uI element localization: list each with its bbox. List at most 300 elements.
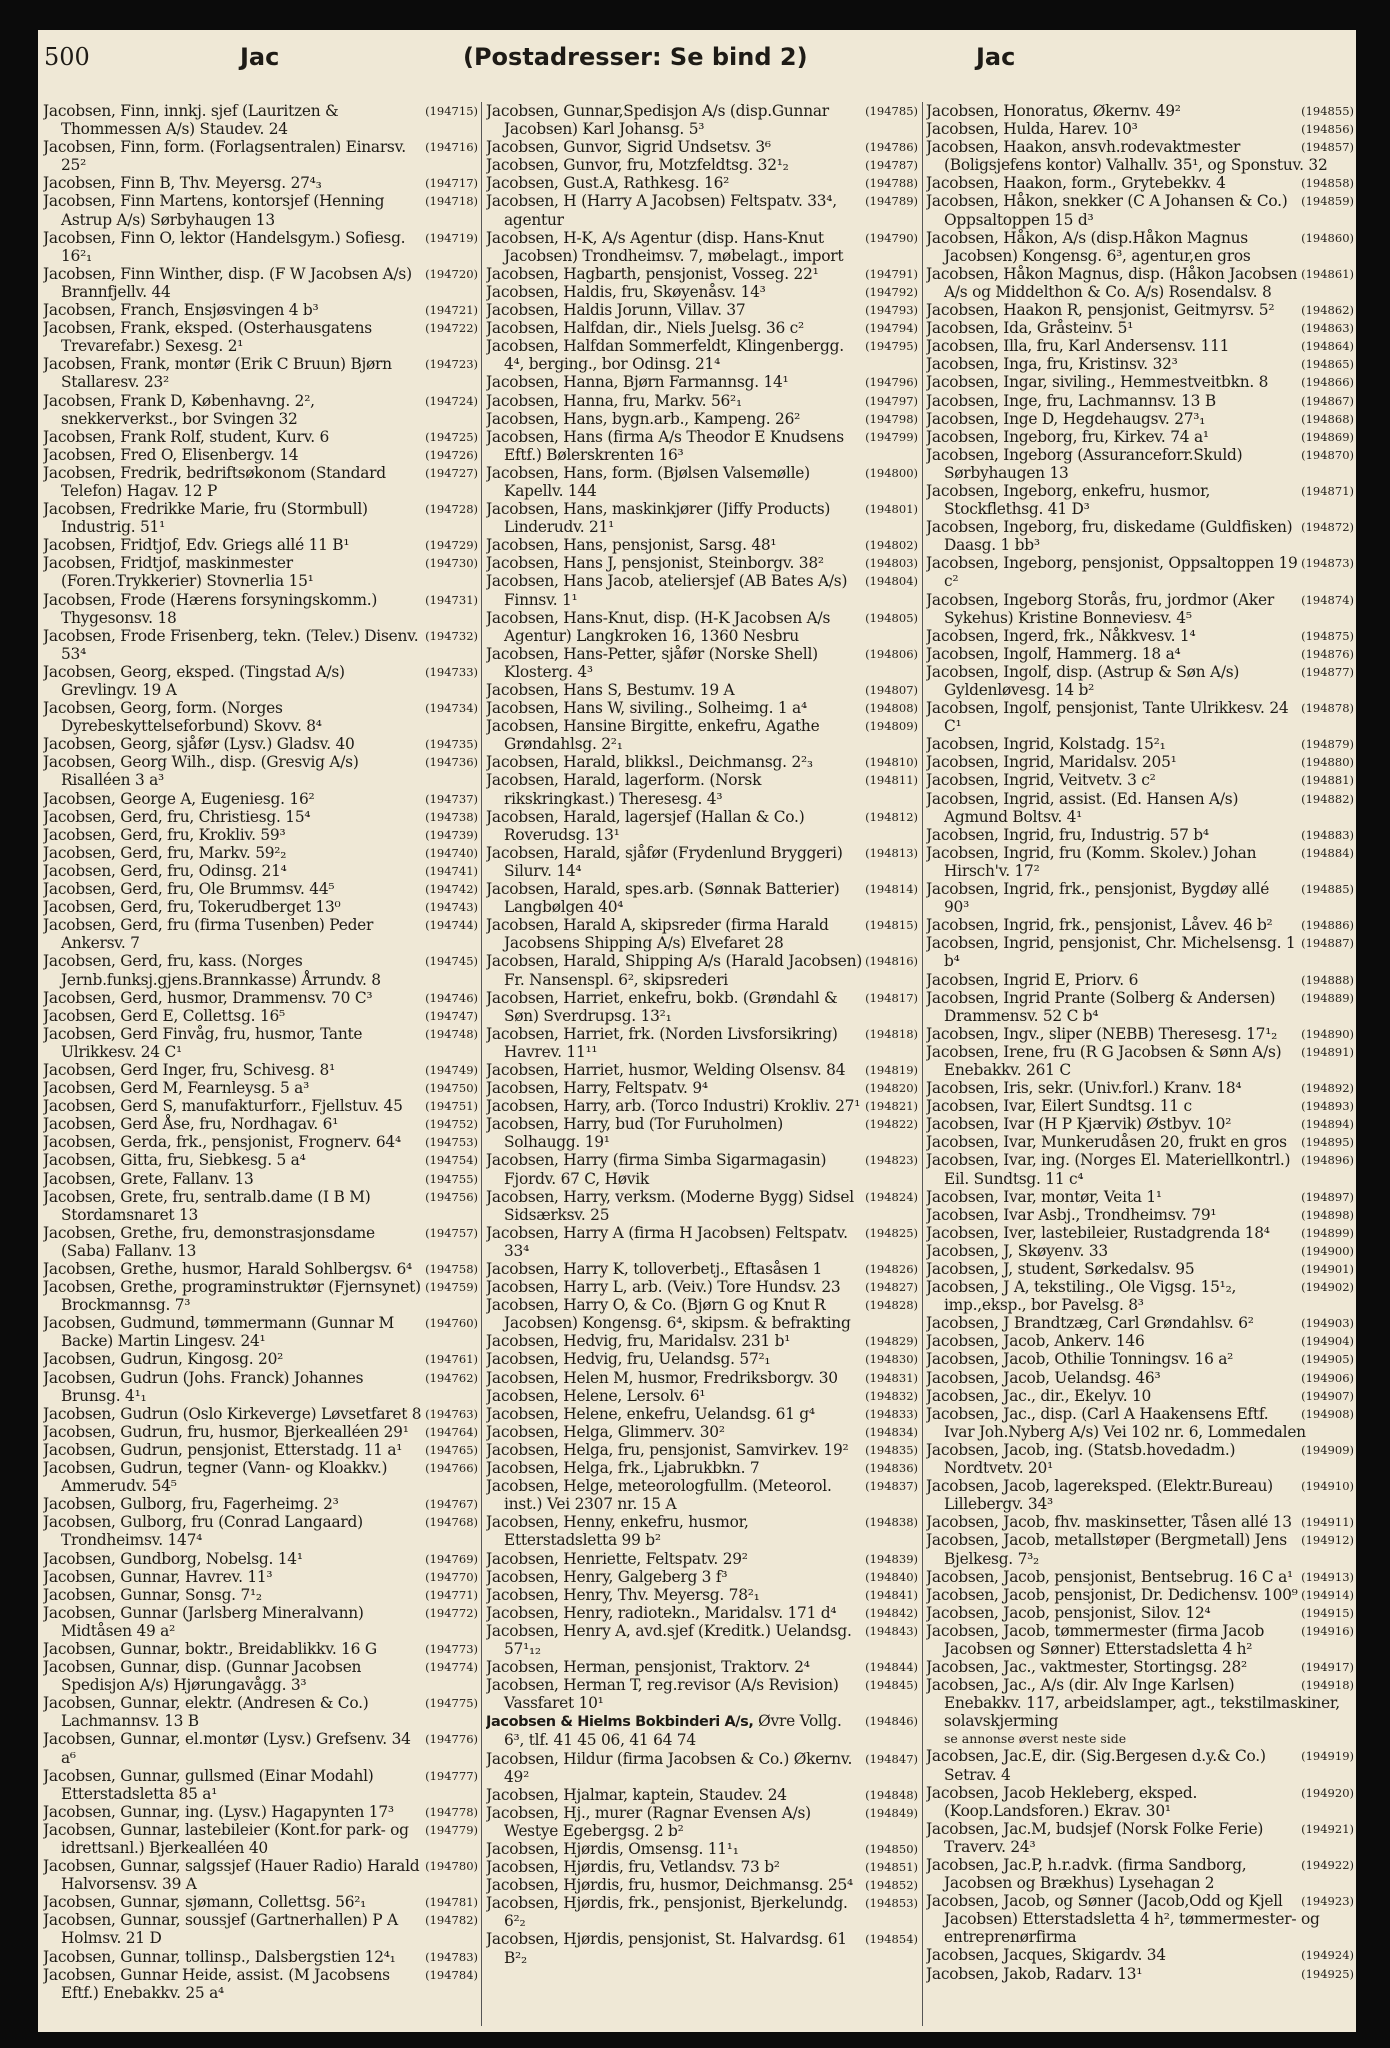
entry-text: Jacobsen, Finn Martens, kontorsjef (Henning Astrup A/s) Sørbyhaugen 13 — [43, 192, 385, 229]
entry-text: Jacobsen, Harald, lagersjef (Hallan & Co.) Roverudsg. 13¹ — [486, 807, 805, 844]
entry-number: (194845) — [865, 1678, 918, 1693]
entry-text: Jacobsen, Irene, fru (R G Jacobsen & Sønn A/s) Enebakkv. 261 C — [926, 1042, 1282, 1079]
entry-text: Jacobsen, Frank D, Københavng. 2², snekkerverkst., bor Svingen 32 — [43, 391, 315, 428]
directory-entry — [43, 536, 478, 554]
entry-text: Jacobsen, Finn Winther, disp. (F W Jacobsen A/s) Brannfjellv. 44 — [43, 264, 412, 301]
entry-text: Jacobsen, Gunnar, lastebileier (Kont.for park- og idrettsanl.) Bjerkealléen 40 — [43, 1820, 409, 1857]
entry-number: (194748) — [425, 1026, 478, 1041]
entry-text: Jacobsen, J Brandtzæg, Carl Grøndahlsv. 6² — [926, 1314, 1254, 1333]
entry-number: (194772) — [425, 1605, 478, 1620]
directory-entry — [486, 717, 918, 753]
directory-entry — [43, 1640, 478, 1658]
entry-number: (194780) — [425, 1859, 478, 1874]
directory-entry — [486, 1260, 918, 1278]
directory-entry — [926, 1097, 1354, 1115]
entry-text: Jacobsen, Harriet, frk. (Norden Livsforsikring) Havrev. 11¹¹ — [486, 1024, 838, 1061]
directory-entry — [43, 1857, 478, 1893]
entry-text: Jacobsen, Henry, Galgeberg 3 f³ — [486, 1567, 728, 1586]
directory-entry — [486, 1061, 918, 1079]
entry-text: Jacobsen, Jacob, tømmermester (firma Jacob Jacobsen og Sønner) Etterstadsletta 4 h² — [926, 1621, 1265, 1658]
entry-number: (194747) — [425, 1008, 478, 1023]
directory-entry — [486, 283, 918, 301]
entry-text: Jacobsen, Harald, Shipping A/s (Harald Jacobsen) Fr. Nansenspl. 6², skipsrederi — [486, 952, 863, 989]
directory-entry — [486, 1676, 918, 1712]
entry-text: Jacobsen, Harriet, husmor, Welding Olsensv. 84 — [486, 1060, 846, 1079]
entry-text: Jacobsen, Fred O, Elisenbergv. 14 — [43, 445, 299, 464]
directory-entry — [926, 790, 1354, 826]
entry-number: (194925) — [1301, 1966, 1354, 1981]
directory-entry — [43, 1170, 478, 1188]
directory-entry — [926, 735, 1354, 753]
entry-number: (194718) — [425, 194, 478, 209]
entry-number: (194841) — [865, 1587, 918, 1602]
entry-text: Jacobsen, Finn, form. (Forlagsentralen) Einarsv. 25² — [43, 138, 406, 175]
directory-entry — [43, 1767, 478, 1803]
directory-entry — [43, 138, 478, 174]
entry-text: Jacobsen, Ida, Gråsteinv. 5¹ — [926, 319, 1134, 338]
entry-text: Jacobsen, Halfdan Sommerfeldt, Klingenbergg. 4⁴, berging., bor Odinsg. 21⁴ — [486, 337, 844, 374]
entry-text: Jacobsen, Fridtjof, maskinmester (Foren.Trykkerier) Stovnerlia 15¹ — [43, 554, 314, 591]
entry-text: Jacobsen, Hjørdis, frk., pensjonist, Bjerkelundg. 6²₂ — [486, 1894, 848, 1931]
entry-number: (194810) — [865, 755, 918, 770]
entry-text: Jacobsen, Helga, fru, pensjonist, Samvirkev. 19² — [486, 1440, 849, 1459]
directory-entry — [486, 1441, 918, 1459]
directory-entry — [926, 482, 1354, 518]
directory-entry — [43, 1079, 478, 1097]
entry-text: Jacobsen, Gunnar, elektr. (Andresen & Co.) Lachmannsv. 13 B — [43, 1694, 369, 1731]
entry-text: Jacobsen, Gudrun, fru, husmor, Bjerkealléen 29¹ — [43, 1422, 409, 1441]
entry-number: (194790) — [865, 230, 918, 245]
directory-entry — [43, 500, 478, 536]
directory-entry — [43, 319, 478, 355]
entry-number: (194755) — [425, 1171, 478, 1186]
entry-text: Jacobsen, Jacob, Uelandsg. 46³ — [926, 1368, 1161, 1387]
entry-number: (194824) — [865, 1189, 918, 1204]
entry-text: Jacobsen, Grethe, husmor, Harald Sohlbergsv. 6⁴ — [43, 1260, 412, 1278]
directory-entry — [486, 1332, 918, 1350]
entry-text: Jacobsen, Hansine Birgitte, enkefru, Agathe Grøndahlsg. 2²₁ — [486, 717, 820, 754]
entry-number: (194895) — [1301, 1135, 1354, 1150]
entry-text: Jacobsen, Hjørdis, fru, husmor, Deichmansg. 25⁴ — [486, 1876, 853, 1895]
entry-number: (194744) — [425, 918, 478, 933]
entry-number: (194798) — [865, 411, 918, 426]
entry-number: (194819) — [865, 1062, 918, 1077]
directory-entry — [43, 301, 478, 319]
entry-number: (194842) — [865, 1605, 918, 1620]
entry-text: Jacobsen, Ingolf, Hammerg. 18 a⁴ — [926, 644, 1181, 663]
entry-number: (194839) — [865, 1551, 918, 1566]
entry-text: Jacobsen, Jacob, pensjonist, Dr. Dedichensv. 100⁹ — [926, 1585, 1298, 1604]
entry-number: (194745) — [425, 954, 478, 969]
entry-text: Jacobsen, Jacob Hekleberg, eksped. (Koop.Landsforen.) Ekrav. 30¹ — [926, 1783, 1198, 1820]
directory-entry — [43, 1513, 478, 1549]
entry-text: Jacobsen, Jac., vaktmester, Stortingsg. 28² — [926, 1658, 1247, 1677]
entry-text: Jacobsen, Hanna, Bjørn Farmannsg. 14¹ — [486, 373, 789, 392]
directory-entry — [43, 790, 478, 808]
entry-number: (194916) — [1301, 1623, 1354, 1638]
entry-text: Jacobsen, Gunnar, boktr., Breidablikkv. 16 G — [43, 1639, 377, 1658]
entry-text: Jacobsen, Ingrid, Veitvetv. 3 c² — [926, 771, 1156, 790]
entry-text: Jacobsen, Ingrid E, Priorv. 6 — [926, 970, 1139, 989]
entry-number: (194904) — [1301, 1334, 1354, 1349]
entry-text: Jacobsen, Jacques, Skigardv. 34 — [926, 1946, 1166, 1965]
directory-entry — [486, 1858, 918, 1876]
entry-text: Jacobsen, Harry L, arb. (Veiv.) Tore Hundsv. 23 — [486, 1278, 841, 1297]
directory-entry — [926, 410, 1354, 428]
entry-number: (194821) — [865, 1099, 918, 1114]
directory-entry — [926, 627, 1354, 645]
directory-entry — [486, 1278, 918, 1296]
entry-number: (194881) — [1301, 773, 1354, 788]
directory-entry — [43, 826, 478, 844]
directory-entry — [926, 1206, 1354, 1224]
directory-entry — [43, 1188, 478, 1224]
entry-text: Jacobsen, Jac., dir., Ekelyv. 10 — [926, 1386, 1152, 1405]
directory-entry — [486, 192, 918, 228]
directory-entry — [486, 1513, 918, 1549]
entry-number: (194882) — [1301, 791, 1354, 806]
entry-number: (194768) — [425, 1515, 478, 1530]
directory-entry — [486, 1350, 918, 1368]
entry-text: Jacobsen, Hulda, Harev. 10³ — [926, 120, 1138, 139]
directory-entry — [486, 373, 918, 391]
directory-entry — [43, 1966, 478, 2002]
entry-number: (194898) — [1301, 1207, 1354, 1222]
entry-text: Jacobsen, Jac., disp. (Carl A Haakensens Eftf. Ivar Joh.Nyberg A/s) Vei 102 nr. 6, Lommedalen — [926, 1404, 1306, 1441]
entry-number: (194826) — [865, 1262, 918, 1276]
directory-entry — [926, 1133, 1354, 1151]
entry-text: Jacobsen, Henry, Thv. Meyersg. 78²₁ — [486, 1585, 760, 1604]
entry-text: Jacobsen, Hans Jacob, ateliersjef (AB Bates A/s) Finnsv. 1¹ — [486, 572, 848, 609]
entry-number: (194759) — [425, 1280, 478, 1295]
directory-entry — [486, 1387, 918, 1405]
entry-number: (194829) — [865, 1334, 918, 1349]
entry-number: (194865) — [1301, 357, 1354, 372]
entry-number: (194920) — [1301, 1785, 1354, 1800]
directory-entry — [926, 1224, 1354, 1242]
entry-text: Jacobsen, Helen M, husmor, Fredriksborgv. 30 — [486, 1368, 838, 1387]
left-guide-word: Jac — [240, 43, 280, 71]
entry-number: (194889) — [1301, 990, 1354, 1005]
entry-text: Jacobsen, Haldis, fru, Skøyenåsv. 14³ — [486, 282, 766, 301]
entry-number: (194897) — [1301, 1189, 1354, 1204]
directory-entry — [486, 1712, 918, 1749]
entry-number: (194750) — [425, 1081, 478, 1096]
entry-number: (194854) — [865, 1932, 918, 1947]
directory-entry — [926, 355, 1354, 373]
center-note: (Postadresser: Se bind 2) — [463, 43, 808, 71]
entry-number: (194906) — [1301, 1370, 1354, 1385]
directory-entry — [926, 1784, 1354, 1820]
entry-text: Jacobsen, Jacob, fhv. maskinsetter, Tåsen allé 13 — [926, 1513, 1292, 1532]
directory-entry — [926, 1188, 1354, 1206]
entry-text: Jacobsen, Gunnar,Spedisjon A/s (disp.Gunnar Jacobsen) Karl Johansg. 5³ — [486, 102, 829, 139]
entry-number: (194732) — [425, 628, 478, 643]
entry-number: (194802) — [865, 538, 918, 553]
entry-text: Jacobsen, Ingrid, Maridalsv. 205¹ — [926, 753, 1177, 772]
entry-text: Jacobsen, Finn, innkj. sjef (Lauritzen & Thommessen A/s) Staudev. 24 — [43, 102, 339, 139]
entry-text: Jacobsen, Ingeborg, fru, diskedame (Guldfisken) Daasg. 1 bb³ — [926, 518, 1293, 555]
directory-entry — [43, 446, 478, 464]
entry-text: Jacobsen, Gunnar Heide, assist. (M Jacobsens Eftf.) Enebakkv. 25 a⁴ — [43, 1965, 390, 2002]
entry-text: Jacobsen, Hans-Knut, disp. (H-K Jacobsen A/s Agentur) Langkroken 16, 1360 Nesbru — [486, 608, 831, 645]
entry-text: Jacobsen, Gunnar, Sonsg. 7¹₂ — [43, 1585, 262, 1604]
entry-number: (194803) — [865, 556, 918, 571]
entry-text: Jacobsen, Gerd Inger, fru, Schivesg. 8¹ — [43, 1060, 335, 1079]
directory-entry — [43, 1803, 478, 1821]
entry-text: Jacobsen, H-K, A/s Agentur (disp. Hans-Knut Jacobsen) Trondheimsv. 7, møbelagt., import — [486, 228, 844, 265]
entry-number: (194751) — [425, 1099, 478, 1114]
entry-text: Jacobsen, Ingeborg, enkefru, husmor, Stockflethsg. 41 D³ — [926, 481, 1211, 519]
entry-text: Jacobsen, Helga, Glimmerv. 30² — [486, 1422, 725, 1441]
entry-number: (194899) — [1301, 1225, 1354, 1240]
entry-number: (194835) — [865, 1442, 918, 1457]
entry-text: Jacobsen, Haakon, ansvh.rodevaktmester (Boligsjefens kontor) Valhallv. 35¹, og Sponstuv. 32 — [926, 138, 1328, 175]
entry-text: Jacobsen, Ivar, ing. (Norges El. Materiellkontrl.) Eil. Sundtsg. 11 c⁴ — [926, 1151, 1291, 1188]
entry-number: (194858) — [1301, 176, 1354, 191]
entry-text: Jacobsen, Georg Wilh., disp. (Gresvig A/s) Risalléen 3 a³ — [43, 753, 359, 790]
directory-entry — [926, 1531, 1354, 1567]
entry-text: Jacobsen, Jac.P, h.r.advk. (firma Sandborg, Jacobsen og Brækhus) Lysehagan 2 — [926, 1856, 1247, 1893]
entry-text: Jacobsen, Jakob, Radarv. 13¹ — [926, 1964, 1143, 1983]
directory-entry — [926, 591, 1354, 627]
entry-number: (194774) — [425, 1660, 478, 1675]
entry-number: (194806) — [865, 646, 918, 661]
entry-text: Jacobsen, Harry, Feltspatv. 9⁴ — [486, 1079, 708, 1098]
entry-text: Jacobsen, Hj., murer (Ragnar Evensen A/s) Westye Egebergsg. 2 b² — [486, 1803, 811, 1840]
directory-entry — [926, 1747, 1354, 1783]
entry-number: (194880) — [1301, 755, 1354, 770]
directory-entry — [43, 591, 478, 627]
entry-text: Jacobsen, Hjørdis, Omsensg. 11¹₁ — [486, 1840, 739, 1858]
entry-text: Jacobsen, Harry, arb. (Torco Industri) Krokliv. 27¹ — [486, 1097, 861, 1116]
directory-entry — [43, 174, 478, 192]
directory-entry — [486, 880, 918, 916]
entry-number: (194849) — [865, 1805, 918, 1820]
entry-text: Jacobsen, Gerd, fru, Tokerudberget 13⁰ — [43, 898, 341, 917]
directory-entry — [43, 1224, 478, 1260]
directory-entry — [926, 844, 1354, 880]
directory-entry — [486, 1876, 918, 1894]
directory-entry — [926, 102, 1354, 120]
entry-number: (194892) — [1301, 1081, 1354, 1096]
entry-number: (194850) — [865, 1842, 918, 1856]
directory-entry — [486, 952, 918, 988]
directory-entry — [926, 337, 1354, 355]
directory-entry — [926, 1369, 1354, 1387]
directory-entry — [926, 138, 1354, 174]
entry-number: (194903) — [1301, 1316, 1354, 1331]
directory-entry — [43, 989, 478, 1007]
directory-entry — [486, 1079, 918, 1097]
entry-number: (194894) — [1301, 1117, 1354, 1132]
directory-entry — [926, 916, 1354, 934]
directory-entry — [486, 265, 918, 283]
entry-text: Jacobsen, Ingv., sliper (NEBB) Theresesg. 17¹₂ — [926, 1024, 1278, 1043]
directory-entry — [926, 373, 1354, 391]
entry-text: Jacobsen, Jacob, Othilie Tonningsv. 16 a² — [926, 1350, 1234, 1369]
directory-entry — [43, 1948, 478, 1966]
entry-text: Jacobsen, Grethe, programinstruktør (Fjernsynet) Brockmannsg. 7³ — [43, 1278, 421, 1315]
entry-text: Jacobsen, Helene, enkefru, Uelandsg. 61 g⁴ — [486, 1404, 815, 1423]
entry-number: (194721) — [425, 303, 478, 318]
entry-text: Jacobsen, Ivar, Munkerudåsen 20, frukt en gros — [926, 1133, 1287, 1152]
directory-entry — [43, 1730, 478, 1766]
entry-text: Jacobsen, Gerda, frk., pensjonist, Frognerv. 64⁴ — [43, 1133, 401, 1152]
directory-entry — [43, 627, 478, 663]
entry-text: Jacobsen, Gunnar, tollinsp., Dalsbergstien 12⁴₁ — [43, 1947, 396, 1966]
directory-entry — [486, 1804, 918, 1840]
directory-entry — [486, 699, 918, 717]
directory-entry — [926, 1676, 1354, 1730]
entry-text: Jacobsen, Gudrun (Oslo Kirkeverge) Løvsetfaret 8 — [43, 1404, 422, 1423]
entry-number: (194853) — [865, 1896, 918, 1911]
entry-number: (194901) — [1301, 1262, 1354, 1276]
directory-entry — [926, 1387, 1354, 1405]
directory-entry — [43, 1133, 478, 1151]
directory-entry — [926, 1586, 1354, 1604]
entry-text: Jacobsen, Inga, fru, Kristinsv. 32³ — [926, 355, 1178, 374]
entry-number: (194867) — [1301, 393, 1354, 408]
column-1 — [43, 102, 478, 2026]
entry-number: (194863) — [1301, 321, 1354, 336]
entry-number: (194743) — [425, 900, 478, 915]
entry-number: (194855) — [1301, 104, 1354, 118]
directory-entry — [486, 771, 918, 807]
directory-entry — [926, 428, 1354, 446]
entry-text: Jacobsen, Fridtjof, Edv. Griegs allé 11 B¹ — [43, 536, 350, 555]
entry-text: Jacobsen, Frode Frisenberg, tekn. (Telev.) Disenv. 53⁴ — [43, 626, 419, 663]
entry-text: Jacobsen, Ingeborg, pensjonist, Oppsaltoppen 19 c² — [926, 554, 1298, 591]
entry-number: (194862) — [1301, 303, 1354, 318]
directory-entry — [43, 1441, 478, 1459]
directory-entry — [926, 1513, 1354, 1531]
entry-text: Jacobsen, Henny, enkefru, husmor, Etterstadsletta 99 b² — [486, 1513, 749, 1550]
entry-number: (194771) — [425, 1587, 478, 1602]
directory-entry — [926, 1260, 1354, 1278]
directory-entry — [486, 1840, 918, 1858]
entry-number: (194797) — [865, 393, 918, 408]
entry-text: Jacobsen, Ingrid, fru (Komm. Skolev.) Johan Hirsch'v. 17² — [926, 843, 1257, 880]
entry-number: (194731) — [425, 592, 478, 607]
directory-entry — [926, 301, 1354, 319]
directory-entry — [43, 1568, 478, 1586]
entry-number: (194846) — [865, 1714, 918, 1729]
entry-number: (194838) — [865, 1515, 918, 1530]
entry-number: (194729) — [425, 538, 478, 553]
entry-number: (194720) — [425, 266, 478, 281]
entry-number: (194724) — [425, 393, 478, 408]
entry-number: (194737) — [425, 791, 478, 806]
entry-text: Jacobsen, Ingrid, assist. (Ed. Hansen A/s) Agmund Boltsv. 4¹ — [926, 789, 1239, 826]
entry-text: Jacobsen, Ivar (H P Kjærvik) Østbyv. 10² — [926, 1115, 1232, 1134]
directory-entry — [926, 1477, 1354, 1513]
entry-text: Jacobsen, Ingeborg, fru, Kirkev. 74 a¹ — [926, 427, 1209, 446]
entry-number: (194827) — [865, 1280, 918, 1295]
entry-number: (194847) — [865, 1751, 918, 1766]
entry-text: Jacobsen, Iris, sekr. (Univ.forl.) Kranv. 18⁴ — [926, 1079, 1242, 1098]
directory-entry — [486, 174, 918, 192]
entry-number: (194764) — [425, 1424, 478, 1439]
entry-number: (194851) — [865, 1860, 918, 1875]
directory-entry — [486, 301, 918, 319]
entry-text: Jacobsen, Hans, maskinkjører (Jiffy Products) Linderudv. 21¹ — [486, 500, 831, 537]
entry-number: (194762) — [425, 1370, 478, 1385]
entry-number: (194763) — [425, 1406, 478, 1421]
entry-text: Jacobsen, Jacob, pensjonist, Bentsebrug. 16 C a¹ — [926, 1567, 1293, 1586]
entry-number: (194917) — [1301, 1660, 1354, 1675]
directory-entry — [43, 1911, 478, 1947]
directory-entry — [926, 971, 1354, 989]
entry-number: (194779) — [425, 1822, 478, 1837]
directory-entry — [43, 1821, 478, 1857]
directory-entry — [486, 1224, 918, 1260]
entry-number: (194856) — [1301, 122, 1354, 137]
directory-entry — [926, 1043, 1354, 1079]
entry-text: Jacobsen, Ingrid, fru, Industrig. 57 b⁴ — [926, 825, 1209, 844]
directory-entry — [926, 554, 1354, 590]
entry-text: Jacobsen, Hans S, Bestumv. 19 A — [486, 681, 735, 699]
entry-text: Jacobsen, Ivar, Eilert Sundtsg. 11 c — [926, 1097, 1192, 1116]
directory-entry — [926, 229, 1354, 265]
entry-number: (194822) — [865, 1117, 918, 1132]
entry-number: (194840) — [865, 1569, 918, 1584]
entry-text: Jacobsen, Harald, blikksl., Deichmansg. 2²₃ — [486, 753, 813, 772]
directory-entry — [43, 1423, 478, 1441]
entry-text: Jacobsen, Håkon Magnus, disp. (Håkon Jacobsen A/s og Middelthon & Co. A/s) Rosendalsv. 8 — [926, 264, 1298, 301]
entry-text: Jacobsen, Georg, sjåfør (Lysv.) Gladsv. 40 — [43, 735, 355, 754]
entry-text: Jacobsen, Gudrun (Johs. Franck) Johannes Brunsg. 4¹₁ — [43, 1368, 364, 1405]
entry-number: (194823) — [865, 1153, 918, 1168]
entry-number: (194910) — [1301, 1479, 1354, 1494]
entry-number: (194890) — [1301, 1026, 1354, 1041]
entry-number: (194870) — [1301, 447, 1354, 462]
directory-entry — [43, 880, 478, 898]
entry-text: Jacobsen, Jac., A/s (dir. Alv Inge Karlsen) Enebakkv. 117, arbeidslamper, agt., tekstilmaskiner, solavskjerming — [926, 1676, 1340, 1731]
directory-entry — [486, 844, 918, 880]
entry-text: Jacobsen, Hildur (firma Jacobsen & Co.) Økernv. 49² — [486, 1749, 853, 1786]
entry-number: (194793) — [865, 303, 918, 318]
directory-entry — [43, 699, 478, 735]
entry-text: Jacobsen, Gunnar, Havrev. 11³ — [43, 1567, 273, 1586]
entry-text: Jacobsen, Harald, sjåfør (Frydenlund Bryggeri) Silurv. 14⁴ — [486, 843, 843, 880]
entry-text: Jacobsen, Honoratus, Økernv. 49² — [926, 102, 1181, 120]
entry-text: Jacobsen, Hans, form. (Bjølsen Valsemølle) Kapellv. 144 — [486, 463, 810, 500]
entry-number: (194866) — [1301, 375, 1354, 390]
directory-entry — [926, 446, 1354, 482]
entry-number: (194736) — [425, 755, 478, 770]
entry-number: (194773) — [425, 1641, 478, 1656]
entry-number: (194741) — [425, 863, 478, 878]
entry-text: Jacobsen, Gerd, husmor, Drammensv. 70 C³ — [43, 988, 373, 1007]
entry-number: (194818) — [865, 1026, 918, 1041]
entry-number: (194900) — [1301, 1243, 1354, 1258]
directory-entry — [43, 1097, 478, 1115]
entry-number: (194859) — [1301, 194, 1354, 209]
entry-number: (194766) — [425, 1461, 478, 1476]
entry-number: (194896) — [1301, 1153, 1354, 1168]
entry-text: Jacobsen, Jacob, Ankerv. 146 — [926, 1332, 1145, 1351]
entry-text: Jacobsen, Frank, montør (Erik C Bruun) Bjørn Stallaresv. 23² — [43, 355, 392, 392]
entry-number: (194804) — [865, 574, 918, 589]
entry-number: (194801) — [865, 502, 918, 517]
directory-entry — [486, 1477, 918, 1513]
entry-text: Jacobsen, Halfdan, dir., Niels Juelsg. 36 c² — [486, 319, 804, 338]
directory-entry — [486, 681, 918, 699]
directory-entry — [926, 1604, 1354, 1622]
directory-entry — [926, 1568, 1354, 1586]
entry-number: (194794) — [865, 321, 918, 336]
